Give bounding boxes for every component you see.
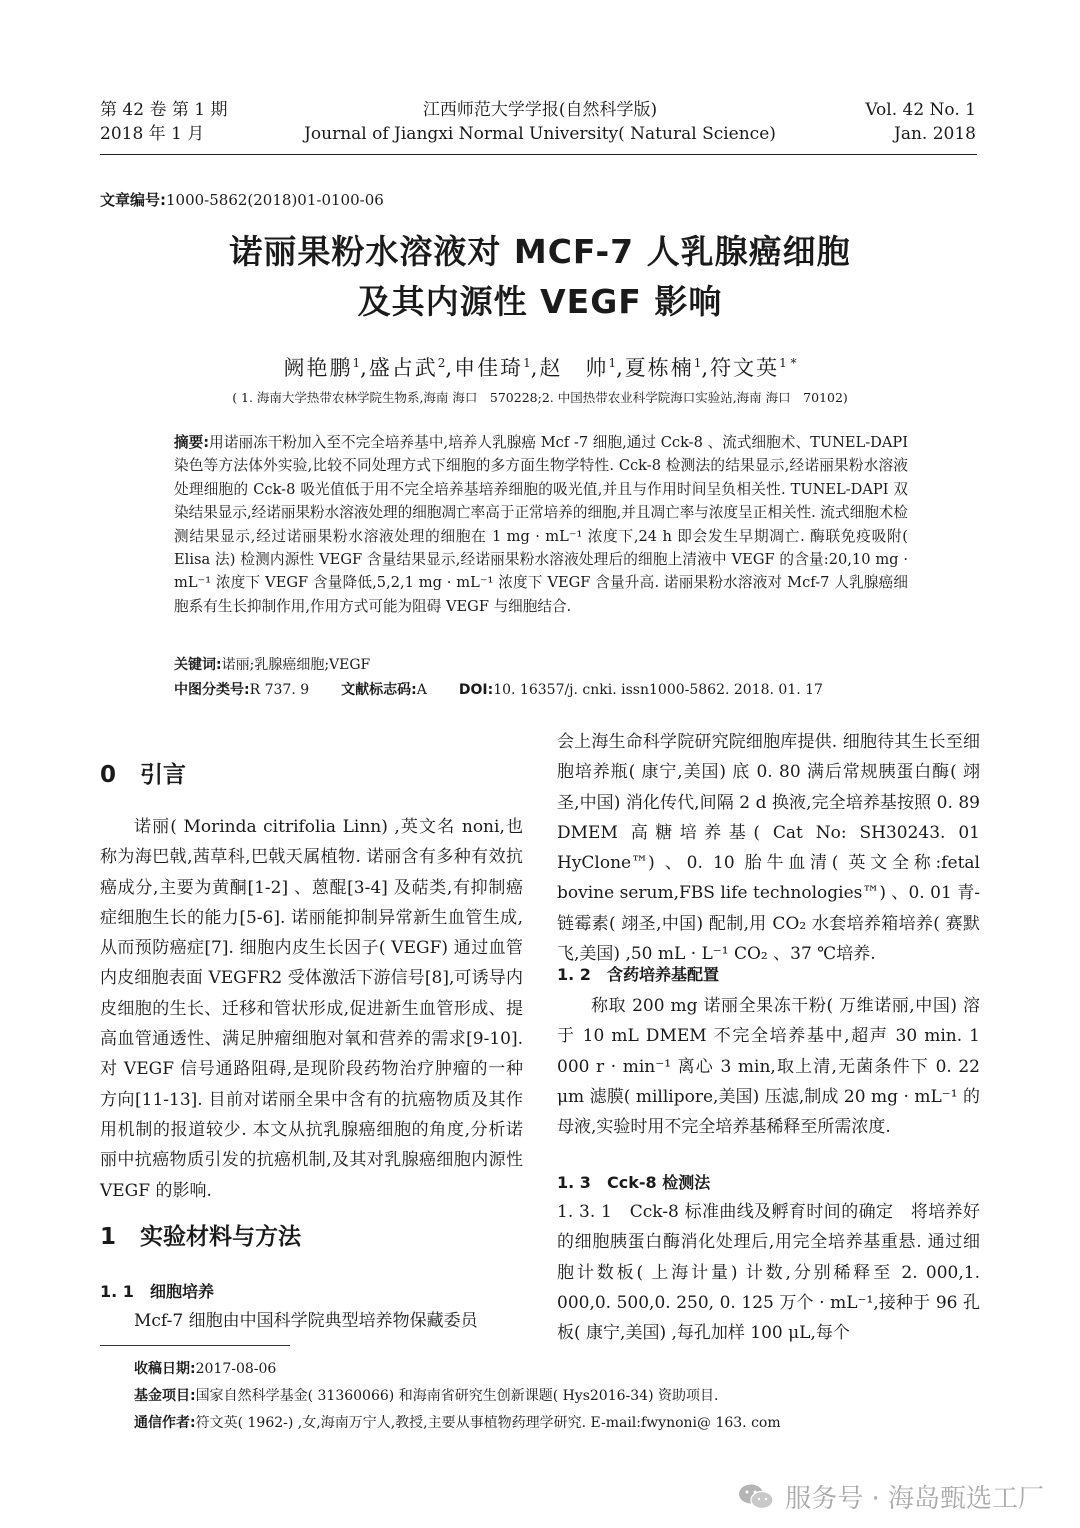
subsection-title: 细胞培养 <box>150 1282 215 1301</box>
footnote-fund <box>134 1385 718 1405</box>
watermark-text: 服务号 · 海岛甄选工厂 <box>785 1484 1044 1514</box>
volume-issue-en: Vol. 42 No. 1 <box>865 100 976 120</box>
intro-body <box>100 812 523 1206</box>
received-value: 2017-08-06 <box>195 1361 277 1377</box>
cell-culture-paragraph-continued: 会上海生命科学院研究院细胞库提供. 细胞待其生长至细胞培养瓶( 康宁,美国) 底 0. 80 满后常规胰蛋白酶( 翊圣,中国) 消化传代,间隔 2 d 换液,完全培养基按照 0. 89 DMEM 高糖培养基( Cat No: SH30243. 01 HyClone™) 、0. 10 胎牛血清( 英文全称:fetal bovine serum,FBS life technologies™) 、0. 01 青-链霉素( 翊圣,中国) 配制,用 CO₂ 水套培养箱培养( 赛默飞,美国) ,50 mL · L⁻¹ CO₂ 、37 ℃培养. <box>557 732 980 965</box>
author-name: 申佳琦 <box>454 356 524 380</box>
subsection-heading-1-2 <box>557 962 719 985</box>
section-title: 实验材料与方法 <box>140 1224 301 1250</box>
paper-title-line1: 诺丽果粉水溶液对 MCF-7 人乳腺癌细胞 <box>229 232 851 271</box>
journal-name-en: Journal of Jiangxi Normal University( Natural Science) <box>304 124 776 144</box>
subsection-heading-1-3 <box>557 1170 710 1193</box>
abstract-label: 摘要: <box>174 434 210 451</box>
subsubsection-number: 1. 3. 1 <box>557 1202 612 1222</box>
section-number: 1 <box>100 1224 117 1250</box>
subsection-number: 1. 3 <box>557 1173 591 1192</box>
fund-label: 基金项目: <box>134 1388 196 1404</box>
publication-date-en: Jan. 2018 <box>894 124 976 144</box>
medium-prep-body <box>557 991 980 1142</box>
subsection-number: 1. 2 <box>557 965 591 984</box>
publication-date: 2018 年 1 月 <box>100 124 205 144</box>
clc-label: 中图分类号: <box>174 682 250 698</box>
author-name: 夏栋楠 <box>624 356 694 380</box>
volume-issue: 第 42 卷 第 1 期 <box>100 100 228 120</box>
article-number <box>100 189 384 210</box>
running-header-right <box>865 98 976 146</box>
fund-value: 国家自然科学基金( 31360066) 和海南省研究生创新课题( Hys2016-34) 资助项目. <box>195 1388 719 1404</box>
journal-name-cn: 江西师范大学学报(自然科学版) <box>422 100 658 120</box>
classification-line <box>174 679 823 699</box>
article-number-value: 1000-5862(2018)01-0100-06 <box>166 191 384 209</box>
footnote-received <box>134 1358 276 1378</box>
clc-value: R 737. 9 <box>249 682 310 698</box>
subsection-number: 1. 1 <box>100 1282 134 1301</box>
section-heading-1 <box>100 1218 301 1251</box>
keywords-value: 诺丽;乳腺癌细胞;VEGF <box>221 657 371 673</box>
author-list: 阙艳鹏$^1$,盛占武$^2$,申佳琦$^1$,赵 帅$^1$,夏栋楠$^1$,符文英$^{1 *}$ <box>283 356 797 380</box>
medium-prep-paragraph: 称取 200 mg 诺丽全果冻干粉( 万维诺丽,中国) 溶于 10 mL DMEM 不完全培养基中,超声 30 min. 1 000 r · min⁻¹ 离心 3 min,取上清,无菌条件下 0. 22 μm 滤膜( millipore,美国) 压滤,制成 20 mg · mL⁻¹ 的母液,实验时用不完全培养基稀释至所需浓度. <box>557 996 980 1138</box>
author-name: 阙艳鹏 <box>283 356 353 380</box>
author-name: 赵 帅 <box>539 356 609 380</box>
subsection-title: Cck-8 检测法 <box>607 1173 711 1192</box>
abstract <box>174 431 908 618</box>
received-label: 收稿日期: <box>134 1361 196 1377</box>
footnote-corresponding-author <box>134 1412 781 1432</box>
keywords-label: 关键词: <box>174 657 222 673</box>
wechat-icon <box>737 1483 775 1511</box>
subsection-title: 含药培养基配置 <box>607 965 720 984</box>
doc-code-value: A <box>416 682 427 698</box>
paper-title-line2: 及其内源性 VEGF 影响 <box>357 282 723 321</box>
section-heading-0 <box>100 756 186 789</box>
header-rule <box>100 154 977 155</box>
author-name: 符文英 <box>710 356 780 380</box>
subsection-heading-1-1 <box>100 1279 214 1302</box>
keywords <box>174 654 370 674</box>
footnote-rule <box>100 1345 290 1346</box>
author-affil-mark: 1 <box>352 356 361 370</box>
cell-culture-body <box>100 1306 523 1336</box>
doi-value: 10. 16357/j. cnki. issn1000-5862. 2018. 01. 17 <box>493 682 823 698</box>
cck8-body <box>557 1197 980 1348</box>
author-affil-mark: 1 <box>693 356 702 370</box>
section-number: 0 <box>100 762 117 788</box>
cell-culture-paragraph: Mcf-7 细胞由中国科学院典型培养物保藏委员 <box>134 1311 478 1331</box>
affiliations: ( 1. 海南大学热带农林学院生物系,海南 海口 570228;2. 中国热带农业科学院海口实验站,海南 海口 70102) <box>232 390 848 405</box>
author-affil-mark: 2 <box>437 356 446 370</box>
corresponding-author-label: 通信作者: <box>134 1415 196 1431</box>
doc-code-label: 文献标志码: <box>341 682 417 698</box>
abstract-text: 用诺丽冻干粉加入至不完全培养基中,培养人乳腺癌 Mcf -7 细胞,通过 Cck-8 、流式细胞术、TUNEL-DAPI 染色等方法体外实验,比较不同处理方式下细胞的多方面生物学特性. Cck-8 检测法的结果显示,经诺丽果粉水溶液处理细胞的 Cck-8 吸光值低于用不完全培养基培养细胞的吸光值,并且与作用时间呈负相关性. TUNEL-DAPI 双染结果显示,经诺丽果粉水溶液处理的细胞凋亡率高于正常培养的细胞,并且凋亡率与浓度呈正相关性. 流式细胞术检测结果显示,经过诺丽果粉水溶液处理的细胞在 1 mg · mL⁻¹ 浓度下,24 h 即会发生早期凋亡. 酶联免疫吸附( Elisa 法) 检测内源性 VEGF 含量结果显示,经诺丽果粉水溶液处理后的细胞上清液中 VEGF 的含量:20,10 mg · mL⁻¹ 浓度下 VEGF 含量降低,5,2,1 mg · mL⁻¹ 浓度下 VEGF 含量升高. 诺丽果粉水溶液对 Mcf-7 人乳腺癌细胞系有生长抑制作用,作用方式可能为阻碍 VEGF 与细胞结合. <box>174 434 908 615</box>
subsubsection-title: Cck-8 标准曲线及孵育时间的确定 <box>629 1202 894 1222</box>
intro-paragraph: 诺丽( Morinda citrifolia Linn) ,英文名 noni,也称为海巴戟,茜草科,巴戟天属植物. 诺丽含有多种有效抗癌成分,主要为黄酮[1-2] 、蒽醌[3-4] 及萜类,有抑制癌症细胞生长的能力[5-6]. 诺丽能抑制异常新生血管生成,从而预防癌症[7]. 细胞内皮生长因子( VEGF) 通过血管内皮细胞表面 VEGFR2 受体激活下游信号[8],可诱导内皮细胞的生长、迁移和管状形成,促进新生血管形成、提高血管通透性、满足肿瘤细胞对氧和营养的需求[9-10]. 对 VEGF 信号通路阻碍,是现阶段药物治疗肿瘤的一种方向[11-13]. 目前对诺丽全果中含有的抗癌物质及其作用机制的报道较少. 本文从抗乳腺癌细胞的角度,分析诺丽中抗癌物质引发的抗癌机制,及其对乳腺癌细胞内源性 VEGF 的影响. <box>100 817 523 1201</box>
section-title: 引言 <box>140 762 186 788</box>
article-number-label: 文章编号: <box>100 191 166 209</box>
cck8-paragraph <box>557 1197 980 1348</box>
author-affil-mark: 1 <box>608 356 617 370</box>
author-name: 盛占武 <box>368 356 438 380</box>
cell-culture-continued <box>557 727 980 969</box>
doi-label: DOI: <box>458 682 494 698</box>
author-affil-mark: 1 <box>523 356 531 370</box>
cck8-paragraph-text: 将培养好的细胞胰蛋白酶消化处理后,用完全培养基重悬. 通过细胞计数板( 上海计量) 计数,分别稀释至 2. 000,1. 000,0. 500,0. 250, 0. 125 万个 · mL⁻¹,接种于 96 孔板( 康宁,美国) ,每孔加样 100 μL,每个 <box>557 1202 981 1344</box>
watermark <box>737 1478 1044 1515</box>
author-affil-mark: 1 * <box>779 356 797 370</box>
corresponding-author-value: 符文英( 1962-) ,女,海南万宁人,教授,主要从事植物药理学研究. E-mail:fwynoni@ 163. com <box>195 1415 781 1431</box>
